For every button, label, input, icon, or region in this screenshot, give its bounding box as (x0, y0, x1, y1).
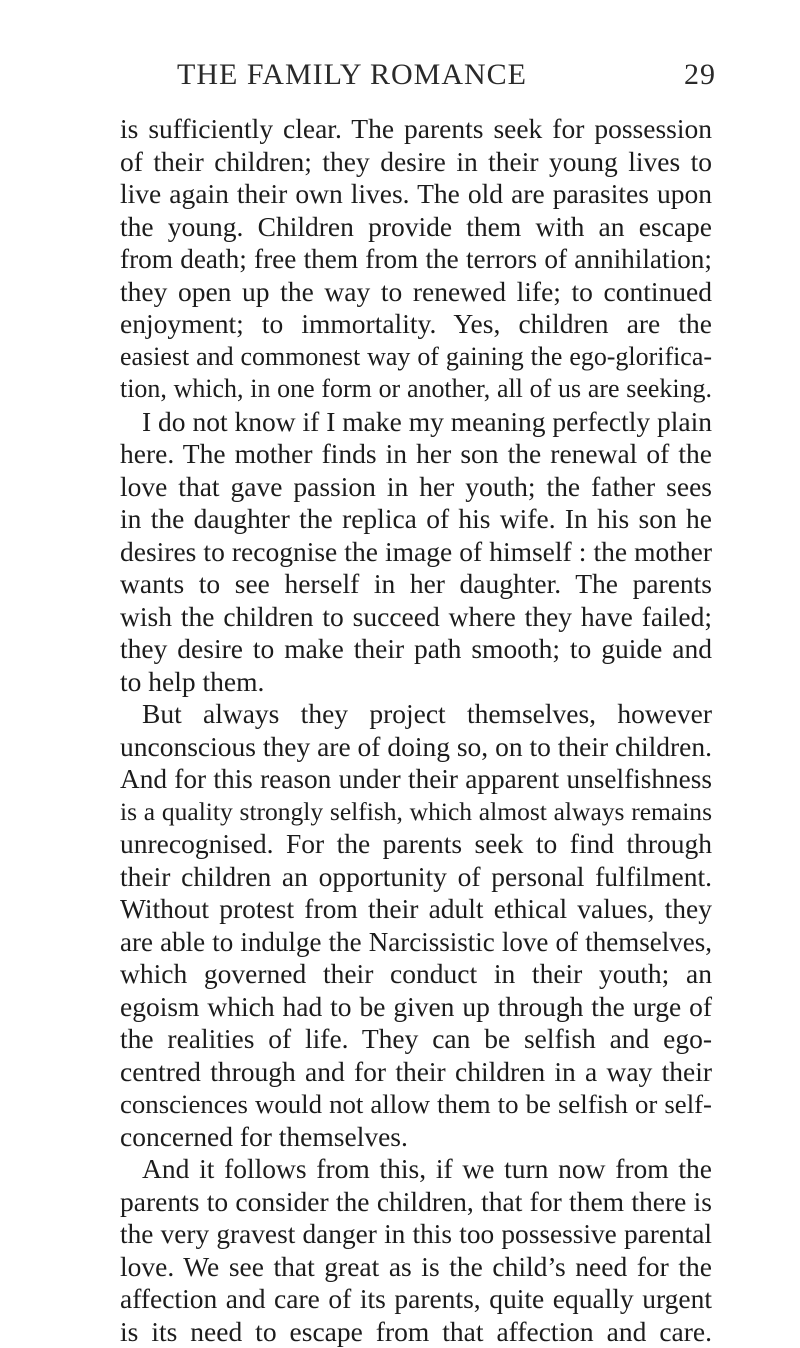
text-line: their children an opportunity of personal fulfilment. (120, 861, 712, 894)
text-line: the realities of life. They can be selfish and ego- (120, 1023, 712, 1056)
text-line: desires to recognise the image of himself : the mother (120, 536, 712, 569)
text-line: egoism which had to be given up through the urge of (120, 991, 712, 1024)
text-line: is its need to escape from that affection and care. (120, 1316, 712, 1348)
text-line: consciences would not allow them to be selfish or self- (120, 1088, 712, 1121)
text-line: parents to consider the children, that for them there is (120, 1186, 712, 1219)
text-line: the young. Children provide them with an escape (120, 211, 712, 244)
text-line: is sufficiently clear. The parents seek for possession (120, 113, 712, 146)
text-line: unconscious they are of doing so, on to their children. (120, 731, 712, 764)
text-line: easiest and commonest way of gaining the ego-glorifica- (120, 341, 712, 374)
text-line: affection and care of its parents, quite equally urgent (120, 1283, 712, 1316)
text-line: wants to see herself in her daughter. The parents (120, 568, 712, 601)
text-line: And for this reason under their apparent unselfishness (120, 763, 712, 796)
text-line: love that gave passion in her youth; the father sees (120, 471, 712, 504)
text-line: they open up the way to renewed life; to continued (120, 276, 712, 309)
page-number: 29 (684, 58, 716, 92)
text-line: are able to indulge the Narcissistic love of themselves, (120, 926, 712, 959)
text-line: centred through and for their children in a way their (120, 1056, 712, 1089)
text-line: from death; free them from the terrors of annihilation; (120, 243, 712, 276)
text-line: enjoyment; to immortality. Yes, children are the (120, 308, 712, 341)
body-text (120, 113, 712, 1348)
text-line: But always they project themselves, however (120, 698, 712, 731)
text-line: here. The mother finds in her son the renewal of the (120, 438, 712, 471)
text-line: Without protest from their adult ethical values, they (120, 893, 712, 926)
text-line: they desire to make their path smooth; to guide and (120, 633, 712, 666)
text-line: I do not know if I make my meaning perfectly plain (120, 406, 712, 439)
running-head (120, 58, 716, 98)
text-line: unrecognised. For the parents seek to find through (120, 828, 712, 861)
text-line: which governed their conduct in their youth; an (120, 958, 712, 991)
text-line: wish the children to succeed where they have failed; (120, 601, 712, 634)
text-line: live again their own lives. The old are parasites upon (120, 178, 712, 211)
text-line: concerned for themselves. (120, 1121, 712, 1154)
text-line: the very gravest danger in this too possessive parental (120, 1218, 712, 1251)
running-head-title: THE FAMILY ROMANCE (177, 58, 527, 92)
text-line: tion, which, in one form or another, all of us are seeking. (120, 373, 712, 406)
text-line: And it follows from this, if we turn now from the (120, 1153, 712, 1186)
text-line: to help them. (120, 666, 712, 699)
text-line: love. We see that great as is the child’s need for the (120, 1251, 712, 1284)
text-line: of their children; they desire in their young lives to (120, 146, 712, 179)
text-line: is a quality strongly selfish, which almost always remains (120, 796, 712, 829)
text-line: in the daughter the replica of his wife. In his son he (120, 503, 712, 536)
